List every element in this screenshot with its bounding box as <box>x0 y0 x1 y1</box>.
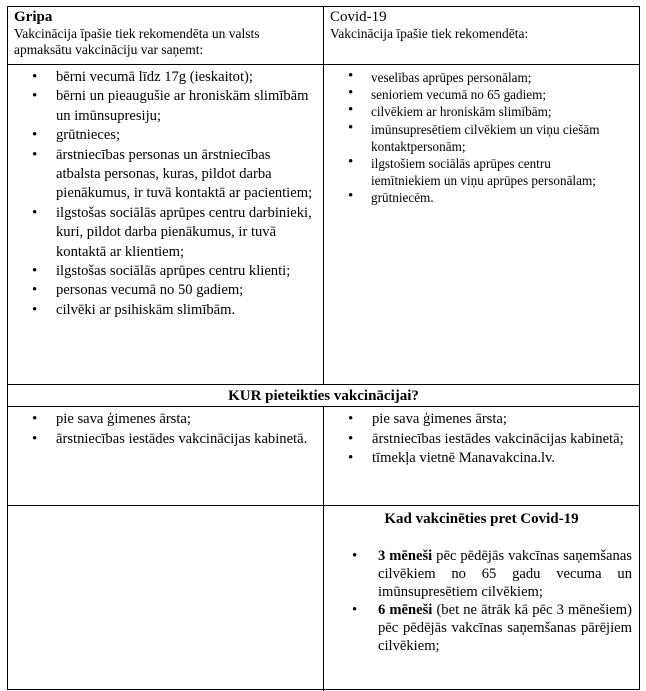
list-item <box>330 547 632 601</box>
list-item: • ārstniecības iestādes vakcinācijas kabinetā. <box>14 430 314 450</box>
covid-when-cell <box>330 547 632 655</box>
covid-where-list <box>330 410 630 469</box>
flu-where-list <box>14 410 314 449</box>
list-item: • cilvēki ar psihiskām slimībām. <box>14 301 314 320</box>
list-item: • grūtniecēm. <box>338 189 620 206</box>
flu-subtitle: Vakcinācija īpašie tiek rekomendēta un valsts apmaksātu vakcināciju var saņemt: <box>14 26 260 57</box>
list-item: • pie sava ģimenes ārsta; <box>14 410 314 430</box>
row-divider-header <box>8 64 639 65</box>
list-item: • ilgstošas sociālās aprūpes centru klienti; <box>14 262 314 281</box>
covid-when-list <box>330 547 632 655</box>
where-heading: KUR pieteikties vakcinācijai? <box>228 388 419 404</box>
flu-where-cell <box>14 410 314 449</box>
list-item: • tīmekļa vietnē Manavakcina.lv. <box>330 449 630 469</box>
list-item: • bērni un pieaugušie ar hroniskām slimībām un imūnsupresiju; <box>14 87 314 126</box>
list-item: • personas vecumā no 50 gadiem; <box>14 281 314 300</box>
covid-header-cell <box>330 9 635 42</box>
list-item: • pie sava ģimenes ārsta; <box>330 410 630 430</box>
list-item: • ārstniecības personas un ārstniecības atbalsta personas, kuras, pildot darba pienākumus, ir tuvā kontaktā ar pacientiem; <box>14 146 314 204</box>
row-divider-where-top <box>8 384 639 385</box>
row-divider-when <box>8 505 639 506</box>
flu-header-cell <box>14 9 319 58</box>
row-divider-where-bottom <box>8 406 639 407</box>
vaccination-table <box>7 6 640 690</box>
list-item: • cilvēkiem ar hroniskām slimībām; <box>338 103 620 120</box>
covid-recommended-list <box>338 69 620 207</box>
when-interval-bold: 3 mēneši <box>378 548 433 564</box>
flu-recommended-list <box>14 68 314 320</box>
when-heading: Kad vakcinēties pret Covid-19 <box>384 511 579 527</box>
flu-list-cell <box>14 68 314 320</box>
covid-list-cell <box>338 69 620 207</box>
list-item: • veselības aprūpes personālam; <box>338 69 620 86</box>
covid-where-cell <box>330 410 630 469</box>
list-item: • grūtnieces; <box>14 126 314 145</box>
covid-subtitle: Vakcinācija īpašie tiek rekomendēta: <box>330 26 529 41</box>
column-divider-bottom <box>323 407 324 691</box>
when-interval-bold: 6 mēneši <box>378 602 433 618</box>
list-item: • bērni vecumā līdz 17g (ieskaitot); <box>14 68 314 87</box>
when-interval-text: pēc pēdējās vakcīnas saņemšanas cilvēkiem no 65 gadu vecuma un imūnsupresētiem cilvēkiem; <box>378 548 632 600</box>
list-item: • senioriem vecumā no 65 gadiem; <box>338 86 620 103</box>
list-item: • ilgstošas sociālās aprūpes centru darbinieki, kuri, pildot darba pienākumus, ir tuvā kontaktā ar klientiem; <box>14 204 314 262</box>
flu-title: Gripa <box>14 9 53 25</box>
list-item: • imūnsupresētiem cilvēkiem un viņu ciešām kontaktpersonām; <box>338 121 620 155</box>
list-item <box>330 601 632 655</box>
covid-title: Covid-19 <box>330 9 387 25</box>
list-item: • ārstniecības iestādes vakcinācijas kabinetā; <box>330 430 630 450</box>
list-item: • ilgstošiem sociālās aprūpes centru iemītniekiem un viņu aprūpes personālam; <box>338 155 620 189</box>
when-interval-text: (bet ne ātrāk kā pēc 3 mēnešiem) pēc pēdējās vakcīnas saņemšanas pārējiem cilvēkiem; <box>378 602 632 654</box>
